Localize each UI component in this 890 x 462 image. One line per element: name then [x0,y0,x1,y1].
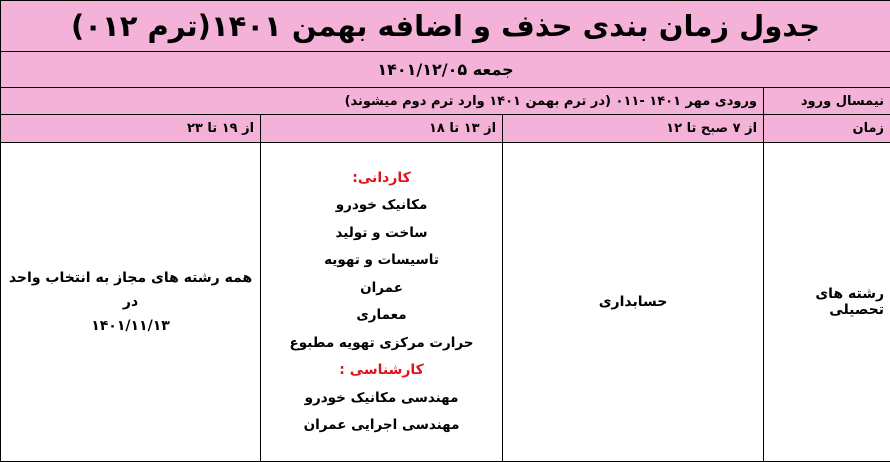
list-item: مکانیک خودرو [335,197,428,213]
time-slot-afternoon: از ۱۳ تا ۱۸ [261,115,503,143]
category-associate: کاردانی: [352,169,411,186]
category-bachelor: کارشناسی : [339,362,424,378]
fields-label: رشته های تحصیلی [764,143,890,462]
list-item: معماری [356,307,407,323]
time-slot-morning: از ۷ صبح تا ۱۲ [503,115,764,143]
list-item: حرارت مرکزی تهویه مطبوع [289,334,474,351]
fields-evening-date: ۱۴۰۱/۱۱/۱۳ [91,318,170,334]
entry-semester-value: ورودی مهر ۱۴۰۱ -۰۱۱ (در ترم بهمن ۱۴۰۱ وارد ترم دوم میشوند) [1,88,764,115]
schedule-title: جدول زمان بندی حذف و اضافه بهمن ۱۴۰۱(ترم ۰۱۲) [1,1,890,52]
list-item: ساخت و تولید [335,224,428,241]
fields-evening [1,143,261,462]
list-item: تاسیسات و تهویه [324,252,439,268]
list-item: عمران [360,279,403,296]
list-item: مهندسی مکانیک خودرو [304,389,459,406]
fields-evening-line1: همه رشته های مجاز به انتخاب واحد در [8,270,253,310]
entry-semester-label: نیمسال ورود [764,88,890,115]
time-slot-evening: از ۱۹ تا ۲۳ [1,115,261,143]
schedule-date: جمعه ۱۴۰۱/۱۲/۰۵ [1,52,890,88]
list-item: مهندسی اجرایی عمران [303,417,460,433]
fields-morning: حسابداری [503,143,764,462]
time-label: زمان [764,115,890,143]
fields-afternoon [261,143,503,462]
